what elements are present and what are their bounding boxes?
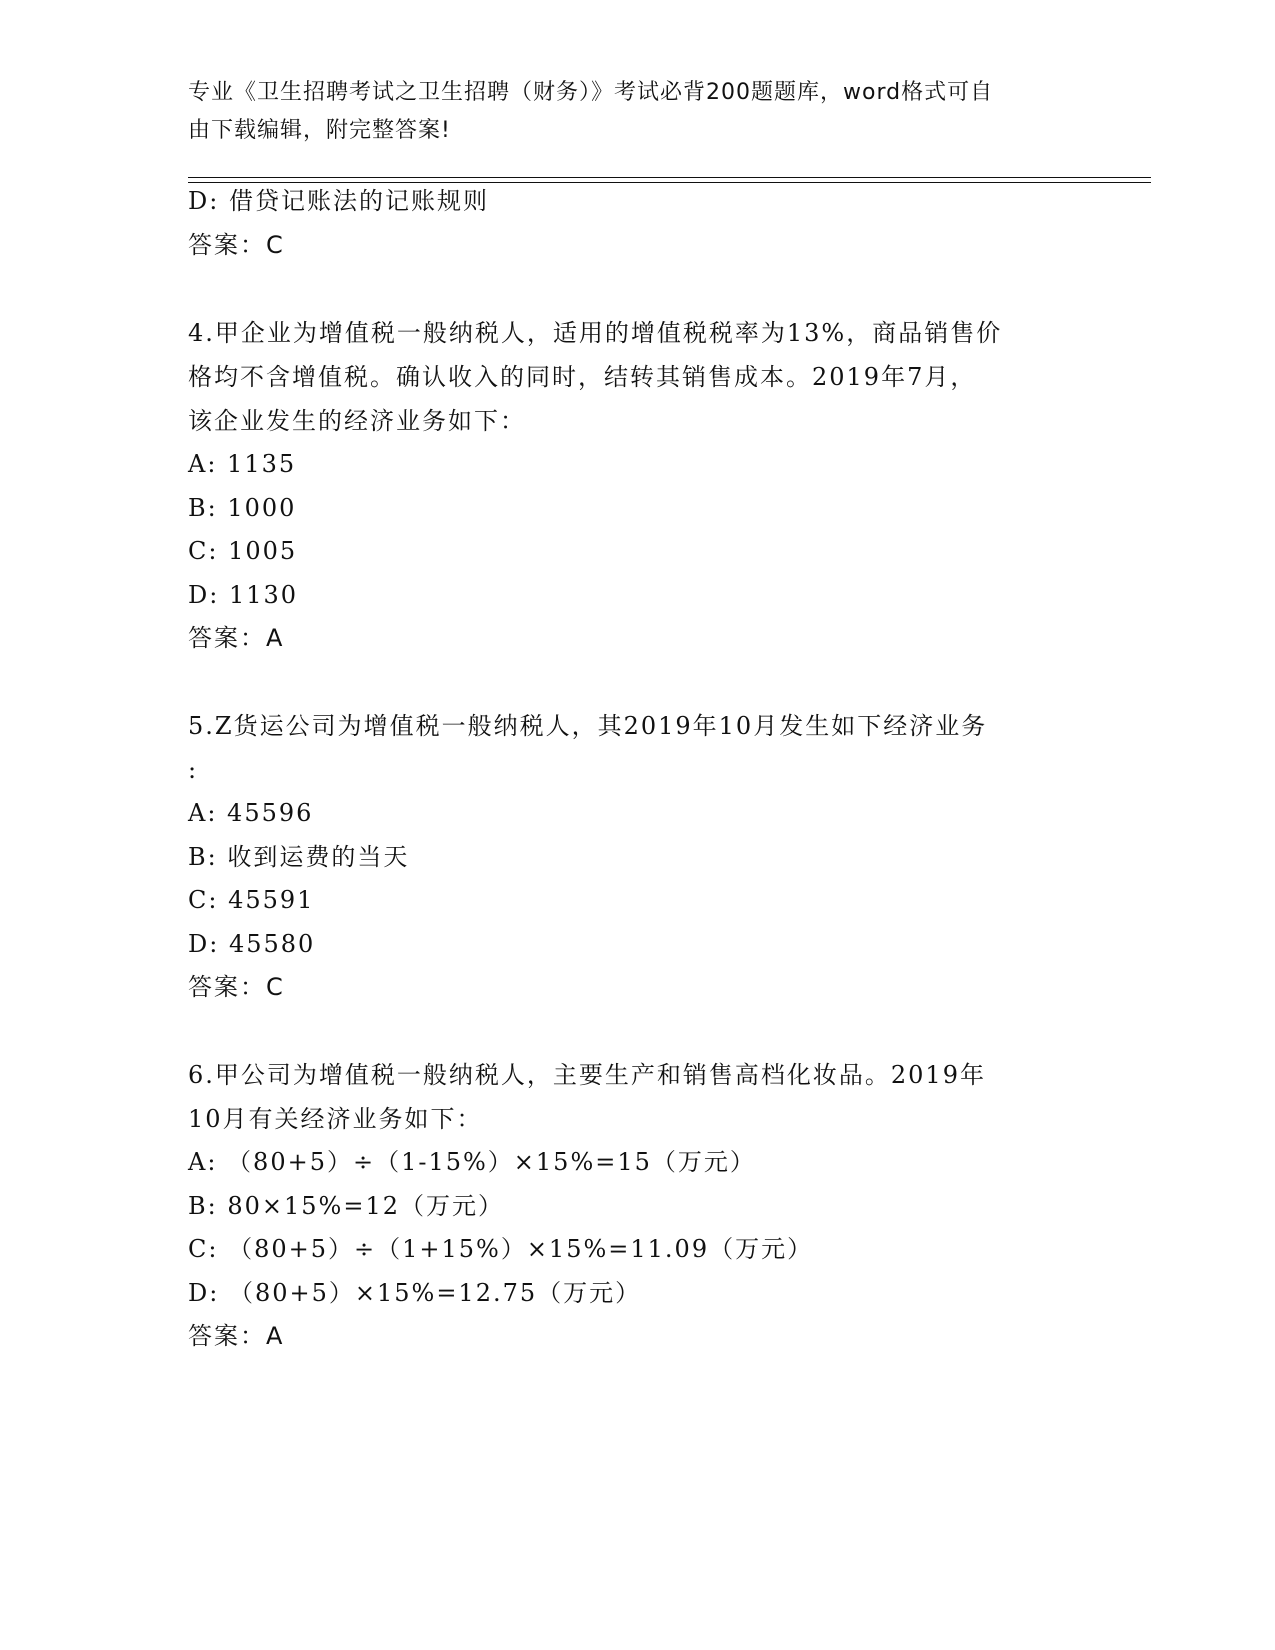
- q6-stem-line-1: 6.甲公司为增值税一般纳税人，主要生产和销售高档化妆品。2019年: [188, 1061, 986, 1089]
- q4-stem-line-1: 4.甲企业为增值税一般纳税人，适用的增值税税率为13%，商品销售价: [188, 319, 1003, 347]
- q4-stem-line-2: 格均不含增值税。确认收入的同时，结转其销售成本。2019年7月，: [188, 363, 977, 391]
- header-line-2: 由下载编辑，附完整答案!: [188, 118, 451, 143]
- q4-option-c: C: 1005: [188, 537, 298, 565]
- q4-option-b: B: 1000: [188, 494, 297, 522]
- q4-answer: 答案：A: [188, 624, 285, 652]
- q4-stem-line-3: 该企业发生的经济业务如下：: [188, 407, 526, 435]
- header-divider-bottom: [188, 182, 1151, 183]
- q5-stem-line-1: 5.Z货运公司为增值税一般纳税人，其2019年10月发生如下经济业务: [188, 712, 988, 740]
- header-line-1: 专业《卫生招聘考试之卫生招聘（财务）》考试必背200题题库，word格式可自: [188, 80, 994, 105]
- q6-option-c: C: （80+5）÷（1+15%）×15%=11.09（万元）: [188, 1235, 814, 1263]
- q5-stem-line-2: :: [188, 756, 199, 784]
- q6-option-a: A: （80+5）÷（1-15%）×15%=15（万元）: [188, 1148, 756, 1176]
- q5-option-b: B: 收到运费的当天: [188, 843, 410, 871]
- header-divider-top: [188, 177, 1151, 178]
- q6-answer: 答案：A: [188, 1322, 285, 1350]
- q6-option-d: D: （80+5）×15%=12.75（万元）: [188, 1279, 642, 1307]
- q5-option-d: D: 45580: [188, 930, 316, 958]
- document-header: [188, 74, 1088, 150]
- q3-answer: 答案：C: [188, 231, 285, 259]
- q3-option-d: D: 借贷记账法的记账规则: [188, 187, 489, 215]
- q5-option-c: C: 45591: [188, 886, 315, 914]
- q4-option-d: D: 1130: [188, 581, 299, 609]
- q5-option-a: A: 45596: [188, 799, 314, 827]
- q4-option-a: A: 1135: [188, 450, 297, 478]
- q6-option-b: B: 80×15%=12（万元）: [188, 1192, 504, 1220]
- q6-stem-line-2: 10月有关经济业务如下：: [188, 1105, 483, 1133]
- q5-answer: 答案：C: [188, 973, 285, 1001]
